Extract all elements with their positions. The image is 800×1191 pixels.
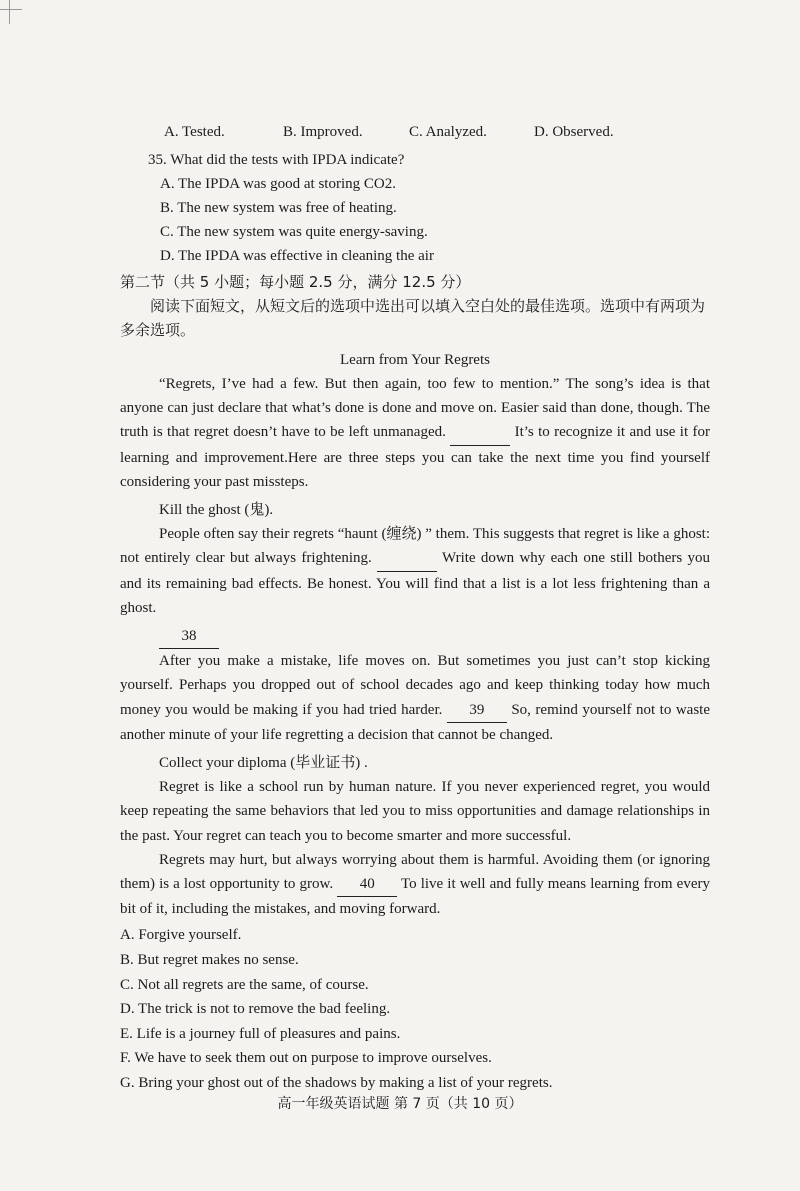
heading-kill-the-ghost: Kill the ghost (鬼). — [159, 502, 274, 519]
blank-38-line — [120, 624, 710, 649]
q34-options — [120, 120, 710, 148]
answer-options — [120, 923, 710, 1095]
blank-37[interactable] — [377, 546, 437, 571]
option-b: B. But regret makes no sense. — [120, 952, 299, 969]
q34-option-a: A. Tested. — [164, 124, 225, 140]
corner-crop-mark — [0, 0, 24, 26]
passage-paragraph-1: “Regrets, I’ve had a few. But then again, too few to mention.” The song’s idea is that anyone can just declare that what’s done is done and move on. Easier said than done, though. The truth is that regret doesn’t have to be left unmanaged. It’s to recognize it and use it for learning and improvement.Here are three steps you can take the next time you find yourself considering your past missteps. — [120, 376, 710, 490]
passage-paragraph-4: Regret is like a school run by human nature. If you never experienced regret, you would keep repeating the same behaviors that led you to miss opportunities and damage relationships in the past. Your regret can teach you to become smarter and more successful. — [120, 779, 710, 844]
q34-option-d: D. Observed. — [534, 124, 614, 140]
passage-title: Learn from Your Regrets — [340, 352, 490, 368]
exam-page — [120, 120, 710, 1096]
option-d: D. The trick is not to remove the bad feeling. — [120, 1001, 391, 1018]
option-f: F. We have to seek them out on purpose to improve ourselves. — [120, 1050, 492, 1067]
passage-paragraph-2: People often say their regrets “haunt (缠绕) ” them. This suggests that regret is like a ghost: not entirely clear but always frightening. Write down why each one still bothers you and its remaining bad effects. Be honest. You will find that a list is a lot less frightening than a ghost. — [120, 526, 710, 616]
option-c: C. Not all regrets are the same, of course. — [120, 976, 369, 993]
section-instruction: 阅读下面短文，从短文后的选项中选出可以填入空白处的最佳选项。选项中有两项为多余选项。 — [120, 297, 706, 339]
option-e: E. Life is a journey full of pleasures and pains. — [120, 1025, 401, 1042]
q35-choice-b: B. The new system was free of heating. — [160, 200, 397, 216]
blank-36[interactable] — [450, 420, 510, 445]
q35-choice-a: A. The IPDA was good at storing CO2. — [160, 176, 396, 192]
passage-paragraph-3: After you make a mistake, life moves on. But sometimes you just can’t stop kicking yourself. Perhaps you dropped out of school decades ago and keep thinking today how much money you would be making if you had tried harder. 39 So, remind yourself not to waste another minute of your life regretting a decision that cannot be changed. — [120, 653, 710, 743]
heading-collect-diploma: Collect your diploma (毕业证书) . — [159, 755, 368, 772]
q35-choice-d: D. The IPDA was effective in cleaning the air — [160, 248, 434, 264]
option-g: G. Bring your ghost out of the shadows by making a list of your regrets. — [120, 1075, 553, 1092]
blank-40[interactable]: 40 — [337, 872, 397, 897]
passage-paragraph-5: Regrets may hurt, but always worrying about them is harmful. Avoiding them (or ignoring them) is a lost opportunity to grow. 40 To live it well and fully means learning from every bit of it, including the mistakes, and moving forward. — [120, 851, 710, 918]
q34-option-b: B. Improved. — [283, 124, 363, 140]
blank-38[interactable]: 38 — [159, 624, 219, 649]
page-footer: 高一年级英语试题 第 7 页（共 10 页） — [277, 1096, 523, 1112]
q35-question: 35. What did the tests with IPDA indicate? — [148, 152, 405, 168]
q35-choice-c: C. The new system was quite energy-saving. — [160, 224, 428, 240]
section-header: 第二节（共 5 小题；每小题 2.5 分，满分 12.5 分） — [120, 273, 471, 291]
option-a: A. Forgive yourself. — [120, 927, 242, 944]
blank-39[interactable]: 39 — [447, 698, 507, 723]
q34-option-c: C. Analyzed. — [409, 124, 487, 140]
